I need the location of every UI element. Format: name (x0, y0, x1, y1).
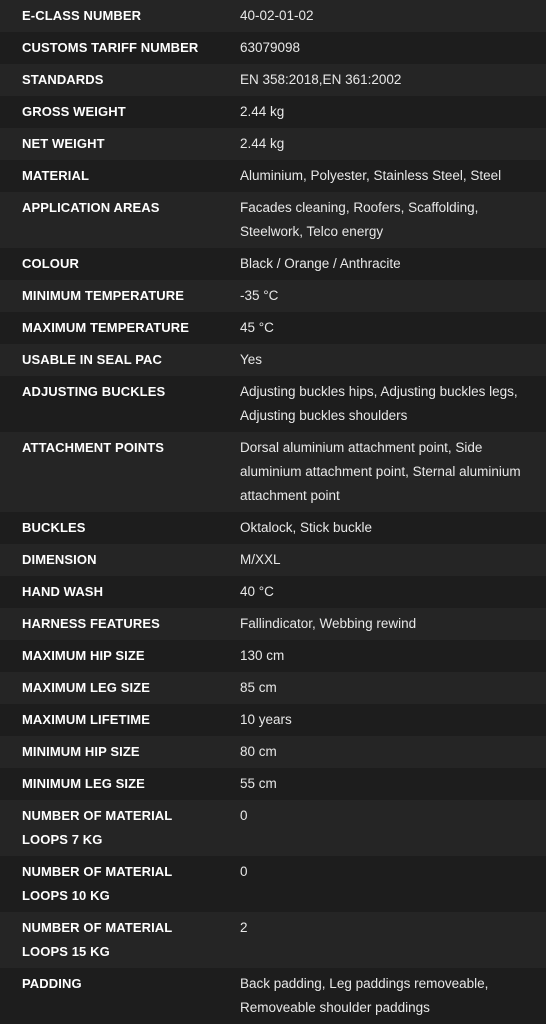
spec-value: 55 cm (240, 776, 277, 791)
spec-value: 45 °C (240, 320, 274, 335)
spec-value: 2 (240, 920, 248, 935)
spec-label: ATTACHMENT POINTS (22, 440, 165, 455)
spec-row (0, 280, 546, 312)
spec-value: EN 358:2018,EN 361:2002 (240, 72, 402, 87)
spec-row (0, 704, 546, 736)
spec-value: 85 cm (240, 680, 277, 695)
spec-value: 2.44 kg (240, 136, 285, 151)
spec-row (0, 544, 546, 576)
spec-value: 40 °C (240, 584, 274, 599)
spec-value: 0 (240, 808, 248, 823)
spec-value: 10 years (240, 712, 292, 727)
spec-row (0, 856, 546, 912)
spec-row (0, 736, 546, 768)
spec-value: 63079098 (240, 40, 301, 55)
spec-label: NET WEIGHT (22, 136, 105, 151)
spec-label: ADJUSTING BUCKLES (22, 384, 166, 399)
spec-label: CUSTOMS TARIFF NUMBER (22, 40, 199, 55)
spec-label: MINIMUM LEG SIZE (22, 776, 145, 791)
spec-label: MAXIMUM LEG SIZE (22, 680, 150, 695)
spec-row (0, 432, 546, 512)
spec-value: Oktalock, Stick buckle (240, 520, 373, 535)
spec-label: NUMBER OF MATERIAL LOOPS 15 KG (22, 920, 173, 959)
spec-value: Back padding, Leg paddings removeable, Removeable shoulder paddings (240, 976, 489, 1015)
spec-row (0, 344, 546, 376)
spec-row (0, 248, 546, 280)
spec-row (0, 768, 546, 800)
spec-row (0, 800, 546, 856)
spec-row (0, 0, 546, 32)
spec-label: STANDARDS (22, 72, 104, 87)
spec-label: GROSS WEIGHT (22, 104, 126, 119)
spec-row (0, 376, 546, 432)
spec-label: MINIMUM HIP SIZE (22, 744, 140, 759)
spec-row (0, 160, 546, 192)
spec-label: HAND WASH (22, 584, 104, 599)
spec-label: MATERIAL (22, 168, 89, 183)
spec-label: E-CLASS NUMBER (22, 8, 142, 23)
spec-value: M/XXL (240, 552, 281, 567)
spec-value: 2.44 kg (240, 104, 285, 119)
spec-row (0, 96, 546, 128)
spec-row (0, 32, 546, 64)
spec-row (0, 672, 546, 704)
spec-label: BUCKLES (22, 520, 86, 535)
spec-label: PADDING (22, 976, 82, 991)
spec-label: MAXIMUM HIP SIZE (22, 648, 145, 663)
spec-row (0, 128, 546, 160)
spec-row (0, 608, 546, 640)
spec-value: 80 cm (240, 744, 277, 759)
spec-label: MINIMUM TEMPERATURE (22, 288, 184, 303)
spec-value: Adjusting buckles hips, Adjusting buckles legs, Adjusting buckles shoulders (240, 384, 518, 423)
spec-value: 40-02-01-02 (240, 8, 314, 23)
spec-value: 0 (240, 864, 248, 879)
spec-row (0, 64, 546, 96)
spec-value: 130 cm (240, 648, 285, 663)
spec-row (0, 312, 546, 344)
spec-label: COLOUR (22, 256, 79, 271)
spec-value: Fallindicator, Webbing rewind (240, 616, 417, 631)
spec-label: HARNESS FEATURES (22, 616, 160, 631)
spec-value: Black / Orange / Anthracite (240, 256, 401, 271)
spec-row (0, 968, 546, 1024)
spec-row (0, 640, 546, 672)
spec-label: NUMBER OF MATERIAL LOOPS 7 KG (22, 808, 173, 847)
spec-value: Facades cleaning, Roofers, Scaffolding, Steelwork, Telco energy (240, 200, 479, 239)
spec-row (0, 576, 546, 608)
spec-label: MAXIMUM TEMPERATURE (22, 320, 190, 335)
spec-value: Aluminium, Polyester, Stainless Steel, Steel (240, 168, 502, 183)
spec-row (0, 912, 546, 968)
spec-row (0, 512, 546, 544)
spec-value: Yes (240, 352, 263, 367)
spec-label: MAXIMUM LIFETIME (22, 712, 150, 727)
spec-label: NUMBER OF MATERIAL LOOPS 10 KG (22, 864, 173, 903)
spec-value: -35 °C (240, 288, 279, 303)
spec-row (0, 192, 546, 248)
spec-label: DIMENSION (22, 552, 97, 567)
spec-value: Dorsal aluminium attachment point, Side aluminium attachment point, Sternal aluminium attachment point (240, 440, 521, 503)
spec-label: USABLE IN SEAL PAC (22, 352, 163, 367)
spec-label: APPLICATION AREAS (22, 200, 160, 215)
